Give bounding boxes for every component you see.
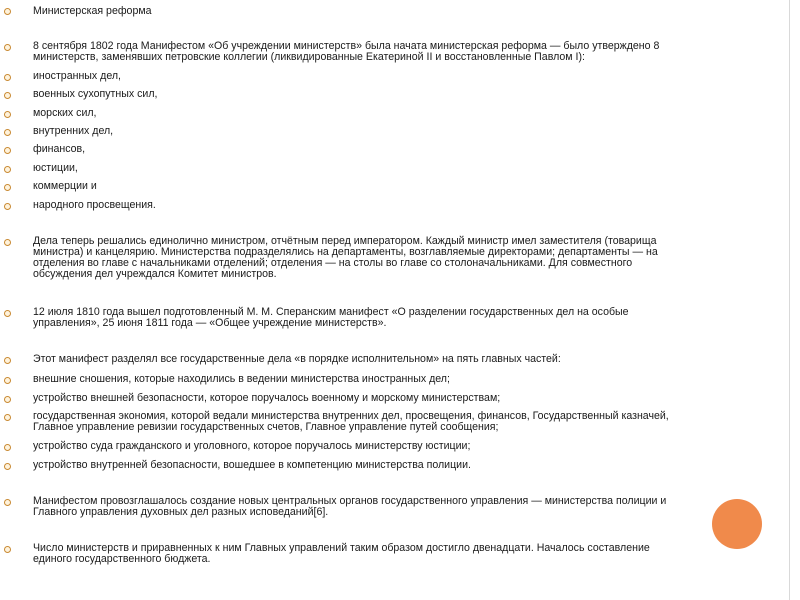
list-item-line: единого государственного бюджета. [33, 553, 211, 565]
list-item-line: министерств, заменявших петровские коллегии (ликвидированные Екатериной II и восстановленные Павлом I): [33, 51, 585, 63]
slide-divider [789, 0, 790, 600]
list-item-line: военных сухопутных сил, [33, 88, 158, 100]
list-item-line: Число министерств и приравненных к ним Главных управлений таким образом достигло двенадцати. Началось составление [33, 542, 650, 554]
list-item-line: устройство внутренней безопасности, вошедшее в компетенцию министерства полиции. [33, 459, 471, 471]
list-item [33, 307, 773, 329]
bullet-icon [4, 377, 11, 384]
list-item [33, 108, 773, 119]
list-item-line: управления», 25 июня 1811 года — «Общее учреждение министерств». [33, 317, 387, 329]
list-item-line: 12 июля 1810 года вышел подготовленный М. М. Сперанским манифест «О разделении государственных дел на особые [33, 306, 629, 318]
list-item-line: Дела теперь решались единолично министром, отчётным перед императором. Каждый министр имел заместителя (товарища [33, 235, 657, 247]
list-item [33, 181, 773, 192]
list-item-line: министра) и канцелярию. Министерства подразделялись на департаменты, возглавляемые директорами; департаменты — на [33, 246, 658, 258]
bullet-icon [4, 357, 11, 364]
bullet-icon [4, 414, 11, 421]
bullet-icon [4, 203, 11, 210]
list-item-line: внешние сношения, которые находились в ведении министерства иностранных дел; [33, 373, 450, 385]
list-item-line: устройство суда гражданского и уголовного, которое поручалось министерству юстиции; [33, 440, 471, 452]
list-item-line: обсуждения дел учреждался Комитет министров. [33, 268, 277, 280]
list-item-line: Манифестом провозглашалось создание новых центральных органов государственного управления — министерства полиции и [33, 495, 667, 507]
list-item-line: внутренних дел, [33, 125, 114, 137]
list-item [33, 200, 773, 211]
bullet-icon [4, 44, 11, 51]
bullet-icon [4, 8, 11, 15]
list-item-line: отделения во главе с начальниками отделений; отделения — на столы во главе со столоначальниками. Для совместного [33, 257, 633, 269]
list-item-line: Этот манифест разделял все государственные дела «в порядке исполнительном» на пять главных частей: [33, 353, 561, 365]
list-item-line: юстиции, [33, 162, 78, 174]
list-item-line: морских сил, [33, 107, 97, 119]
list-item-line: государственная экономия, которой ведали министерства внутренних дел, просвещения, финансов, Государственный казначей, [33, 410, 669, 422]
list-item [33, 144, 773, 155]
list-item [33, 496, 773, 518]
list-item [33, 460, 773, 471]
bullet-icon [4, 499, 11, 506]
list-item-line: Главного управления духовных дел разных исповеданий[6]. [33, 506, 329, 518]
list-item [33, 374, 773, 385]
bullet-icon [4, 310, 11, 317]
bullet-icon [4, 239, 11, 246]
bullet-icon [4, 147, 11, 154]
list-item [33, 411, 773, 433]
list-item-line: 8 сентября 1802 года Манифестом «Об учреждении министерств» была начата министерская реформа — было утверждено 8 [33, 40, 660, 52]
list-item-line: Министерская реформа [33, 5, 152, 17]
list-item [33, 354, 773, 365]
bullet-icon [4, 111, 11, 118]
list-item-line: устройство внешней безопасности, которое поручалось военному и морскому министерствам; [33, 392, 501, 404]
bullet-icon [4, 129, 11, 136]
list-item-line: коммерции и [33, 180, 97, 192]
list-item-line: иностранных дел, [33, 70, 121, 82]
bullet-icon [4, 166, 11, 173]
list-item [33, 236, 773, 280]
list-item [33, 89, 773, 100]
list-item [33, 441, 773, 452]
list-item-line: финансов, [33, 143, 86, 155]
list-item [33, 543, 773, 565]
list-item [33, 393, 773, 404]
list-item [33, 71, 773, 82]
list-item [33, 6, 773, 17]
list-item [33, 163, 773, 174]
bullet-icon [4, 184, 11, 191]
bullet-icon [4, 92, 11, 99]
list-item [33, 126, 773, 137]
list-item-line: народного просвещения. [33, 199, 156, 211]
bullet-icon [4, 74, 11, 81]
list-item-line: Главное управление ревизии государственных счетов, Главное управление путей сообщения; [33, 421, 499, 433]
accent-circle [712, 499, 762, 549]
list-item [33, 41, 773, 63]
bullet-icon [4, 546, 11, 553]
bullet-icon [4, 463, 11, 470]
bullet-icon [4, 396, 11, 403]
bullet-icon [4, 444, 11, 451]
